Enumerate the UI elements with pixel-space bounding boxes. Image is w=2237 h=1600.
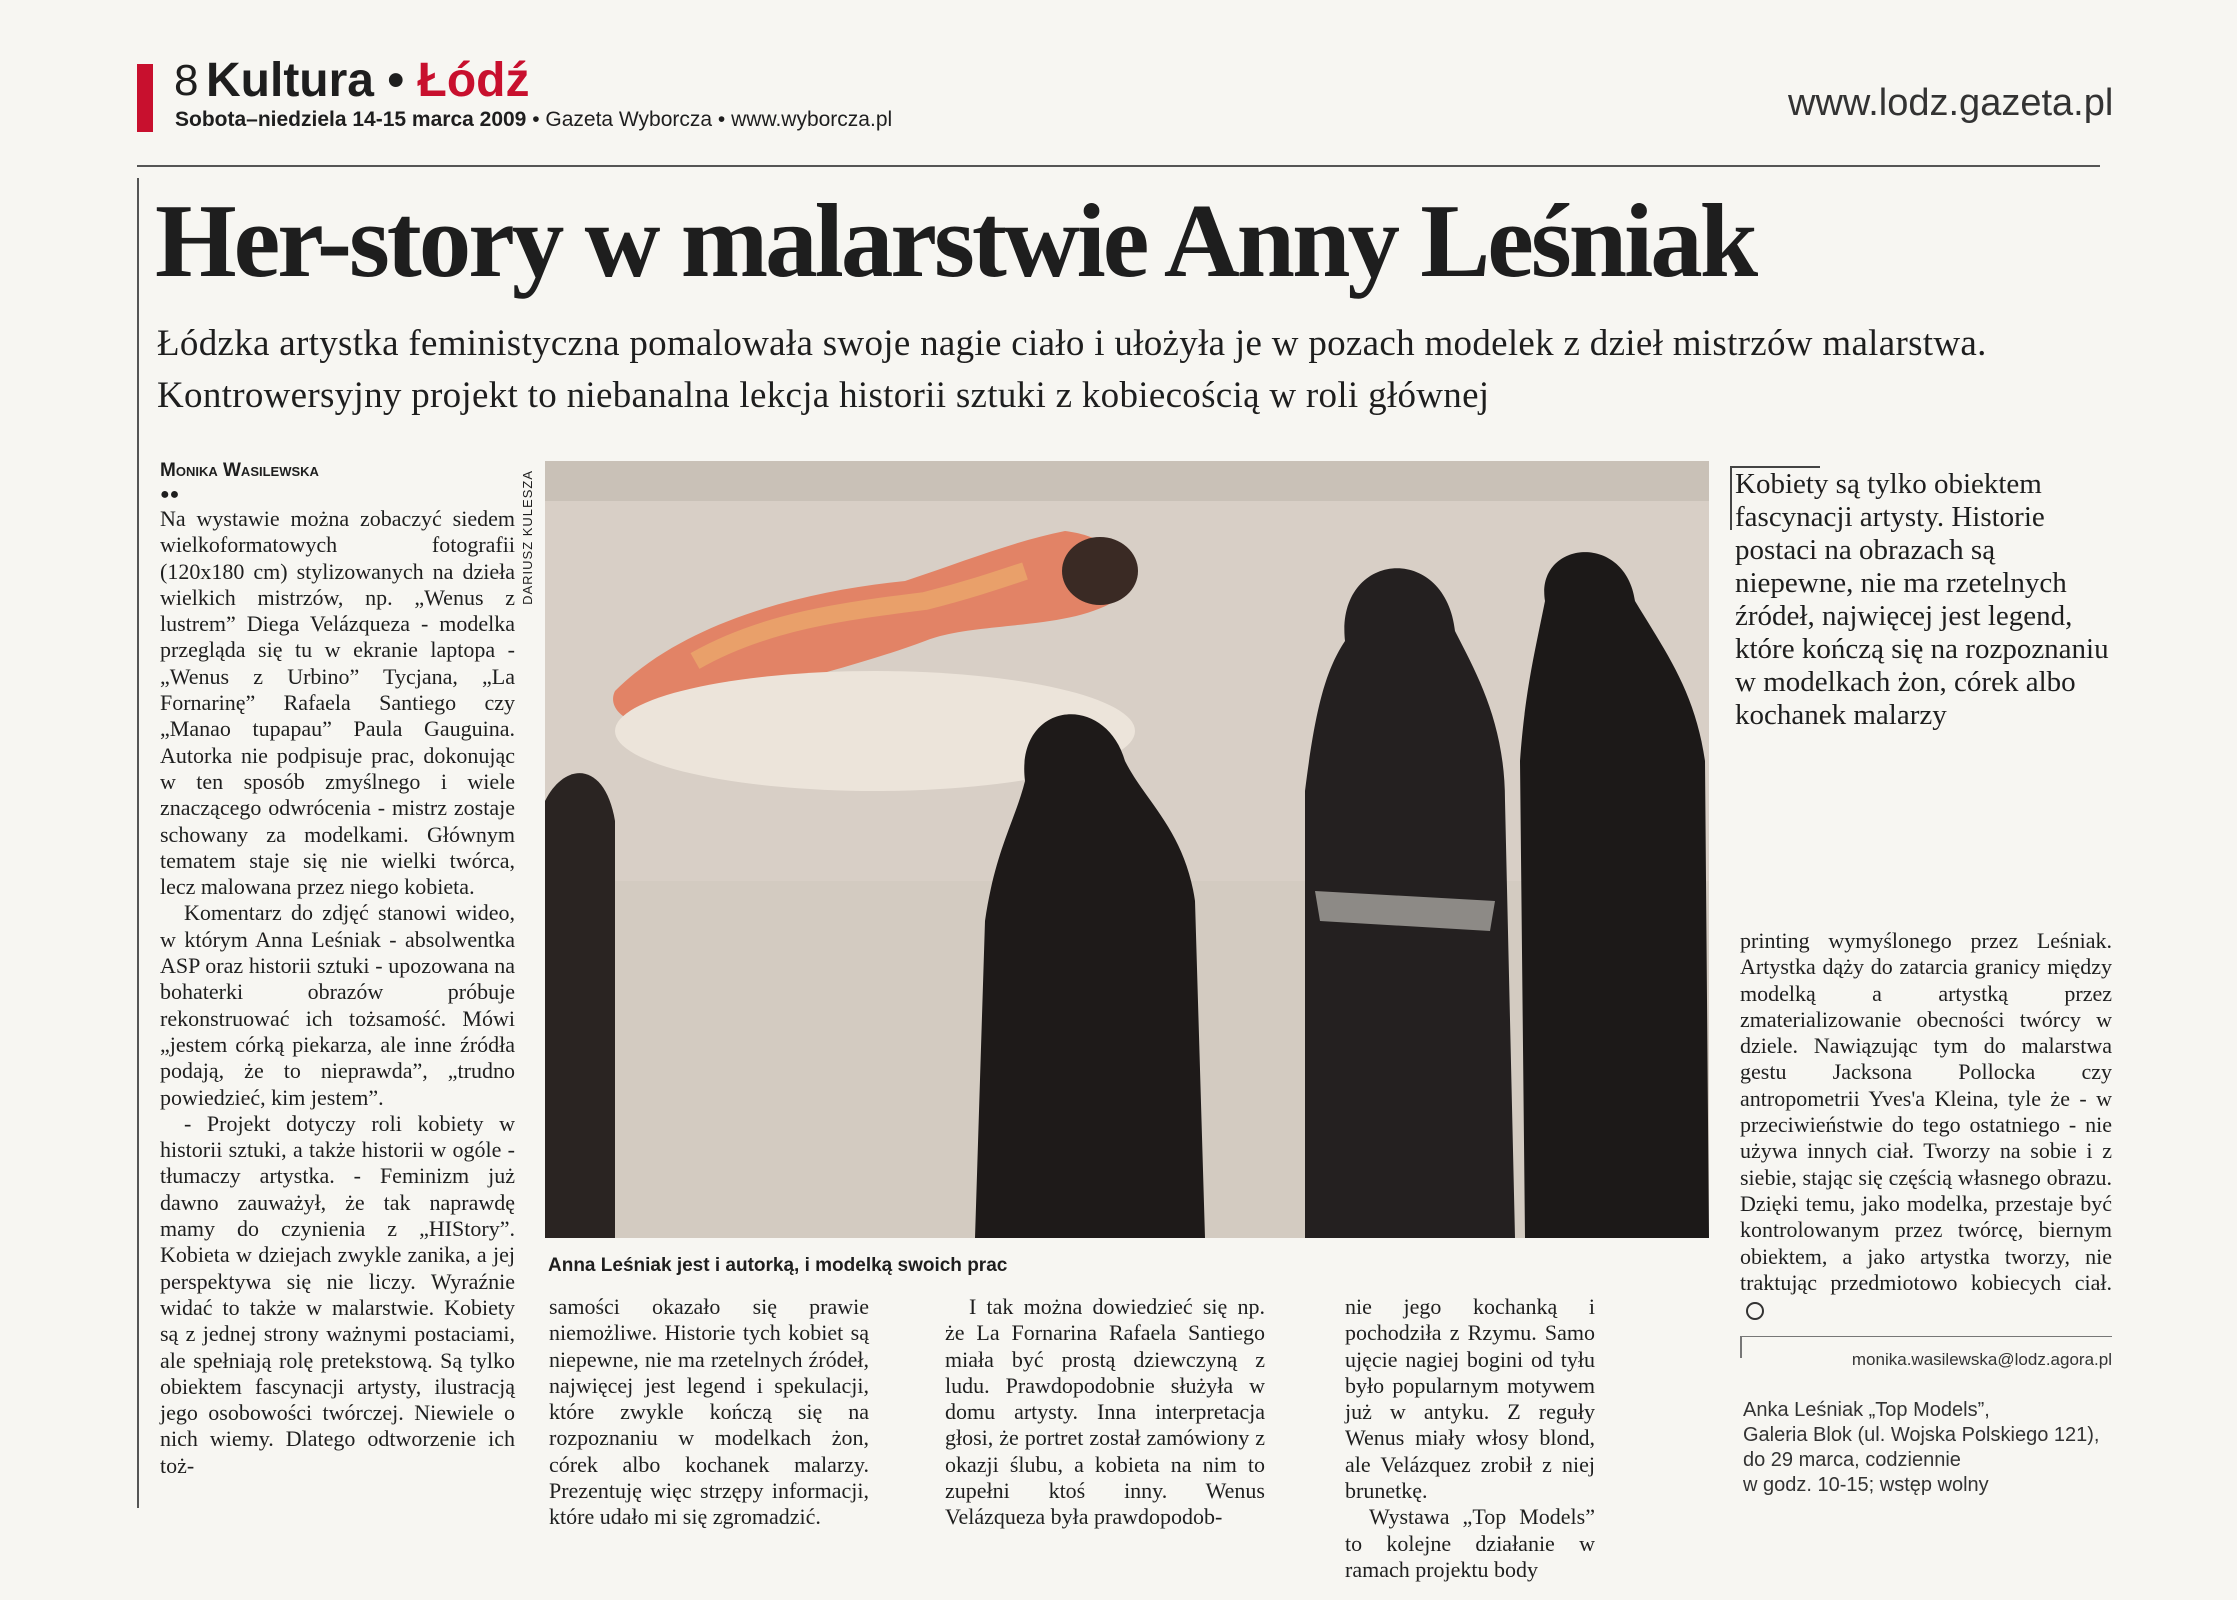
paragraph: Wystawa „Top Models” to kolejne działanie w ramach projektu body xyxy=(1345,1504,1595,1582)
column-1 xyxy=(160,506,515,1479)
deck: Łódzka artystka feministyczna pomalowała swoje nagie ciało i ułożyła je w pozach modelek z dzieł mistrzów malarstwa. Kontrowersyjny projekt to niebanalna lekcja historii sztuki z kobiecością w roli głównej xyxy=(157,323,1987,416)
paragraph-text: printing wymyślonego przez Leśniak. Artystka dąży do zatarcia granicy między modelką a artystką przez zmaterializowanie obecności twórcy w dziele. Nawiązując tym do malarstwa gestu Jacksona Pollocka czy antropometrii Yves'a Kleina, tyle że - w przeciwieństwie do tego ostatniego - nie używa innych ciał. Tworzy na sobie i z siebie, stając się częścią własnego obrazu. Dzięki temu, jako modelka, przestaje być kontrolowanym przez twórcę, biernym obiektem, a jako artystka tworzy, nie traktując przedmiotowo kobiecych ciał. xyxy=(1740,928,2112,1295)
pullquote-rule xyxy=(1730,466,1732,530)
paragraph: - Projekt dotyczy roli kobiety w historii sztuki, a także historii w ogóle - tłumaczy artystka. - Feminizm już dawno zauważył, że tak naprawdę mamy do czynienia z „HIStory”. Kobieta w dziejach zwykle zanika, a jej perspektywa się nie liczy. Wyraźnie widać to także w malarstwie. Kobiety są z jednej strony ważnymi postaciami, ale spełniają rolę pretekstową. Są tylko obiektem fascynacji artysty, ilustracją jego osobowości twórczej. Niewiele o nich wiemy. Dlatego odtworzenie ich toż- xyxy=(160,1110,515,1478)
column-4 xyxy=(1345,1294,1595,1583)
photo-illustration xyxy=(545,461,1709,1238)
top-rule xyxy=(137,165,2100,167)
headline: Her-story w malarstwie Anny Leśniak xyxy=(155,182,1756,299)
info-line: Galeria Blok (ul. Wojska Polskiego 121), xyxy=(1743,1424,2100,1446)
column-5 xyxy=(1740,928,2112,1322)
end-mark-icon xyxy=(1746,1302,1764,1320)
section-color-bar xyxy=(137,64,153,132)
section-city: Łódź xyxy=(417,54,530,107)
column-3 xyxy=(945,1294,1265,1531)
email-rule xyxy=(1740,1336,2112,1337)
photo-credit: DARIUSZ KULESZA xyxy=(520,470,535,605)
dateline xyxy=(175,108,892,132)
site-url[interactable]: www.lodz.gazeta.pl xyxy=(1788,82,2114,124)
byline: Monika Wasilewska xyxy=(160,460,319,481)
section-header xyxy=(206,53,529,108)
dateline-publication: • Gazeta Wyborcza • www.wyborcza.pl xyxy=(526,108,893,131)
info-line: Anka Leśniak „Top Models”, xyxy=(1743,1399,1990,1421)
paragraph xyxy=(1740,928,2112,1322)
dateline-date: Sobota–niedziela 14-15 marca 2009 xyxy=(175,108,527,131)
pullquote: Kobiety są tylko obiektem fascynacji artysty. Historie postaci na obrazach są niepewne, nie ma rzetelnych źródeł, najwięcej jest legend, które kończą się na rozpoznaniu w modelkach żon, córek albo kochanek malarzy xyxy=(1735,468,2109,731)
info-line: w godz. 10-15; wstęp wolny xyxy=(1743,1474,1989,1496)
article-photo xyxy=(545,461,1709,1238)
section-name: Kultura xyxy=(206,54,374,107)
photo-caption: Anna Leśniak jest i autorką, i modelką swoich prac xyxy=(548,1255,1008,1276)
paragraph: Komentarz do zdjęć stanowi wideo, w którym Anna Leśniak - absolwentka ASP oraz historii sztuki - upozowana na bohaterki obrazów próbuje rekonstruować ich tożsamość. Mówi „jestem córką piekarza, ale inne źródła podają, że to nieprawda”, „trudno powiedzieć, kim jestem”. xyxy=(160,900,515,1110)
exhibition-info xyxy=(1743,1398,2123,1498)
left-rule xyxy=(137,178,139,1508)
paragraph: nie jego kochanką i pochodziła z Rzymu. Samo ujęcie nagiej bogini od tyłu było popularnym motywem już w antyku. Z reguły Wenus miały włosy blond, ale Velázquez zrobił z niej brunetkę. xyxy=(1345,1294,1595,1504)
column-2 xyxy=(549,1294,869,1531)
section-separator: • xyxy=(387,54,405,107)
paragraph: I tak można dowiedzieć się np. że La Fornarina Rafaela Santiego miała być prostą dziewczyną z ludu. Prawdopodobnie służyła w domu artysty. Inna interpretacja głosi, że portret został zamówiony z okazji ślubu, a kobieta na nim to zupełni ktoś inny. Wenus Velázqueza była prawdopodob- xyxy=(945,1294,1265,1530)
paragraph: samości okazało się prawie niemożliwe. Historie tych kobiet są niepewne, nie ma rzetelnych źródeł, najwięcej jest legend i spekulacji, które zwykle kończą się na rozpoznaniu w modelkach żon, córek albo kochanek malarzy. Prezentuję więc strzępy informacji, które udało mi się zgromadzić. xyxy=(549,1294,869,1530)
page-number: 8 xyxy=(174,56,199,105)
byline-mark: ●● xyxy=(160,486,180,503)
info-line: do 29 marca, codziennie xyxy=(1743,1449,1961,1471)
author-email[interactable]: monika.wasilewska@lodz.agora.pl xyxy=(1851,1350,2112,1369)
paragraph: Na wystawie można zobaczyć siedem wielkoformatowych fotografii (120x180 cm) stylizowanych na dzieła wielkich mistrzów, np. „Wenus z lustrem” Diega Velázqueza - modelka przegląda się tu w ekranie laptopa - „Wenus z Urbino” Tycjana, „La Fornarinę” Rafaela Santiego czy „Manao tupapau” Paula Gauguina. Autorka nie podpisuje prac, dokonując w ten sposób zmyślnego i wiele znaczącego odwrócenia - mistrz zostaje schowany za modelkami. Głównym tematem staje się nie wielki twórca, lecz malowana przez niego kobieta. xyxy=(160,506,515,900)
